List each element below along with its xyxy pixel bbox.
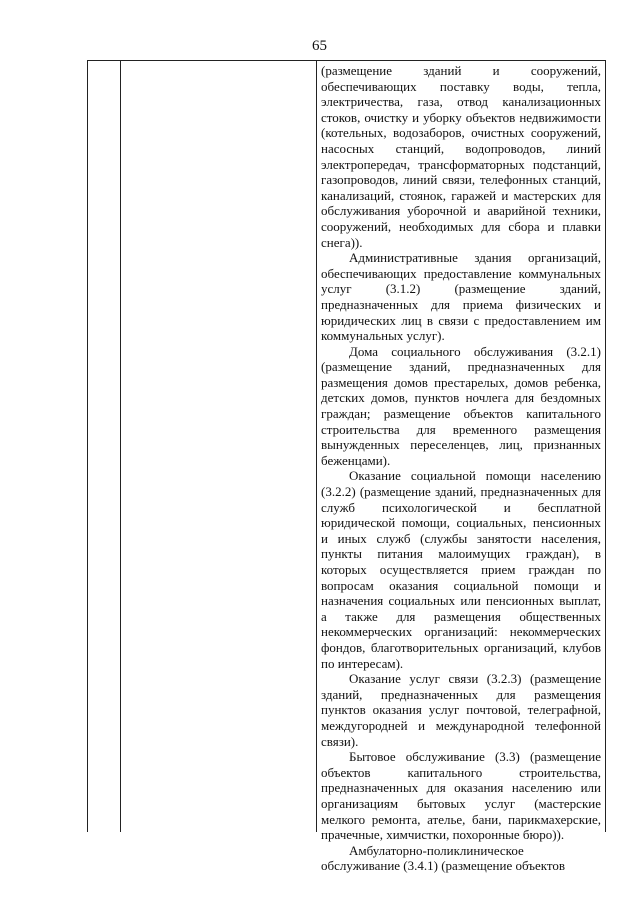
document-table xyxy=(87,60,606,874)
page-number: 65 xyxy=(312,38,327,54)
paragraph-admin-buildings: Административные здания организаций, обеспечивающих предоставление коммунальных услуг (3.1.2) (размещение зданий, предназначенных для приема физических и юридических лиц в связи с предоставлением им коммунальных услуг). xyxy=(321,250,601,344)
paragraph-social-assistance: Оказание социальной помощи населению (3.2.2) (размещение зданий, предназначенных для служб психологической и бесплатной юридической помощи, социальных, пенсионных и иных служб (службы занятости населения, пункты питания малоимущих граждан), в которых осуществляется прием граждан по вопросам оказания социальной помощи и назначения социальных или пенсионных выплат, а также для размещения общественных некоммерческих организаций: некоммерческих фондов, благотворительных организаций, клубов по интересам). xyxy=(321,468,601,671)
paragraph-social-homes: Дома социального обслуживания (3.2.1) (размещение зданий, предназначенных для размещения домов престарелых, домов ребенка, детских домов, пунктов ночлега для бездомных граждан; размещение объектов капитального строительства для временного размещения вынужденных переселенцев, лиц, признанных беженцами). xyxy=(321,343,601,468)
column-divider-2 xyxy=(316,61,317,832)
column-divider-1 xyxy=(120,61,121,832)
paragraph-outpatient-services: Амбулаторно-поликлиническое обслуживание (3.4.1) (размещение объектов xyxy=(321,842,566,874)
paragraph-household-services: Бытовое обслуживание (3.3) (размещение объектов капитального строительства, предназначенных для оказания населению или организациям бытовых услуг (мастерские мелкого ремонта, ателье, бани, парикмахерские, прачечные, химчистки, похоронные бюро)). xyxy=(321,749,601,843)
paragraph-utilities: (размещение зданий и сооружений, обеспечивающих поставку воды, тепла, электричества, газа, отвод канализационных стоков, очистку и уборку объектов недвижимости (котельных, водозаборов, очистных сооружений, насосных станций, водопроводов, линий электропередач, трансформаторных подстанций, газопроводов, линий связи, телефонных станций, канализаций, стоянок, гаражей и мастерских для обслуживания уборочной и аварийной техники, сооружений, необходимых для сбора и плавки снега)). xyxy=(321,63,601,250)
paragraph-communication-services: Оказание услуг связи (3.2.3) (размещение зданий, предназначенных для размещения пунктов оказания услуг почтовой, телеграфной, междугородней и международной телефонной связи). xyxy=(321,671,601,749)
description-cell xyxy=(321,63,601,874)
